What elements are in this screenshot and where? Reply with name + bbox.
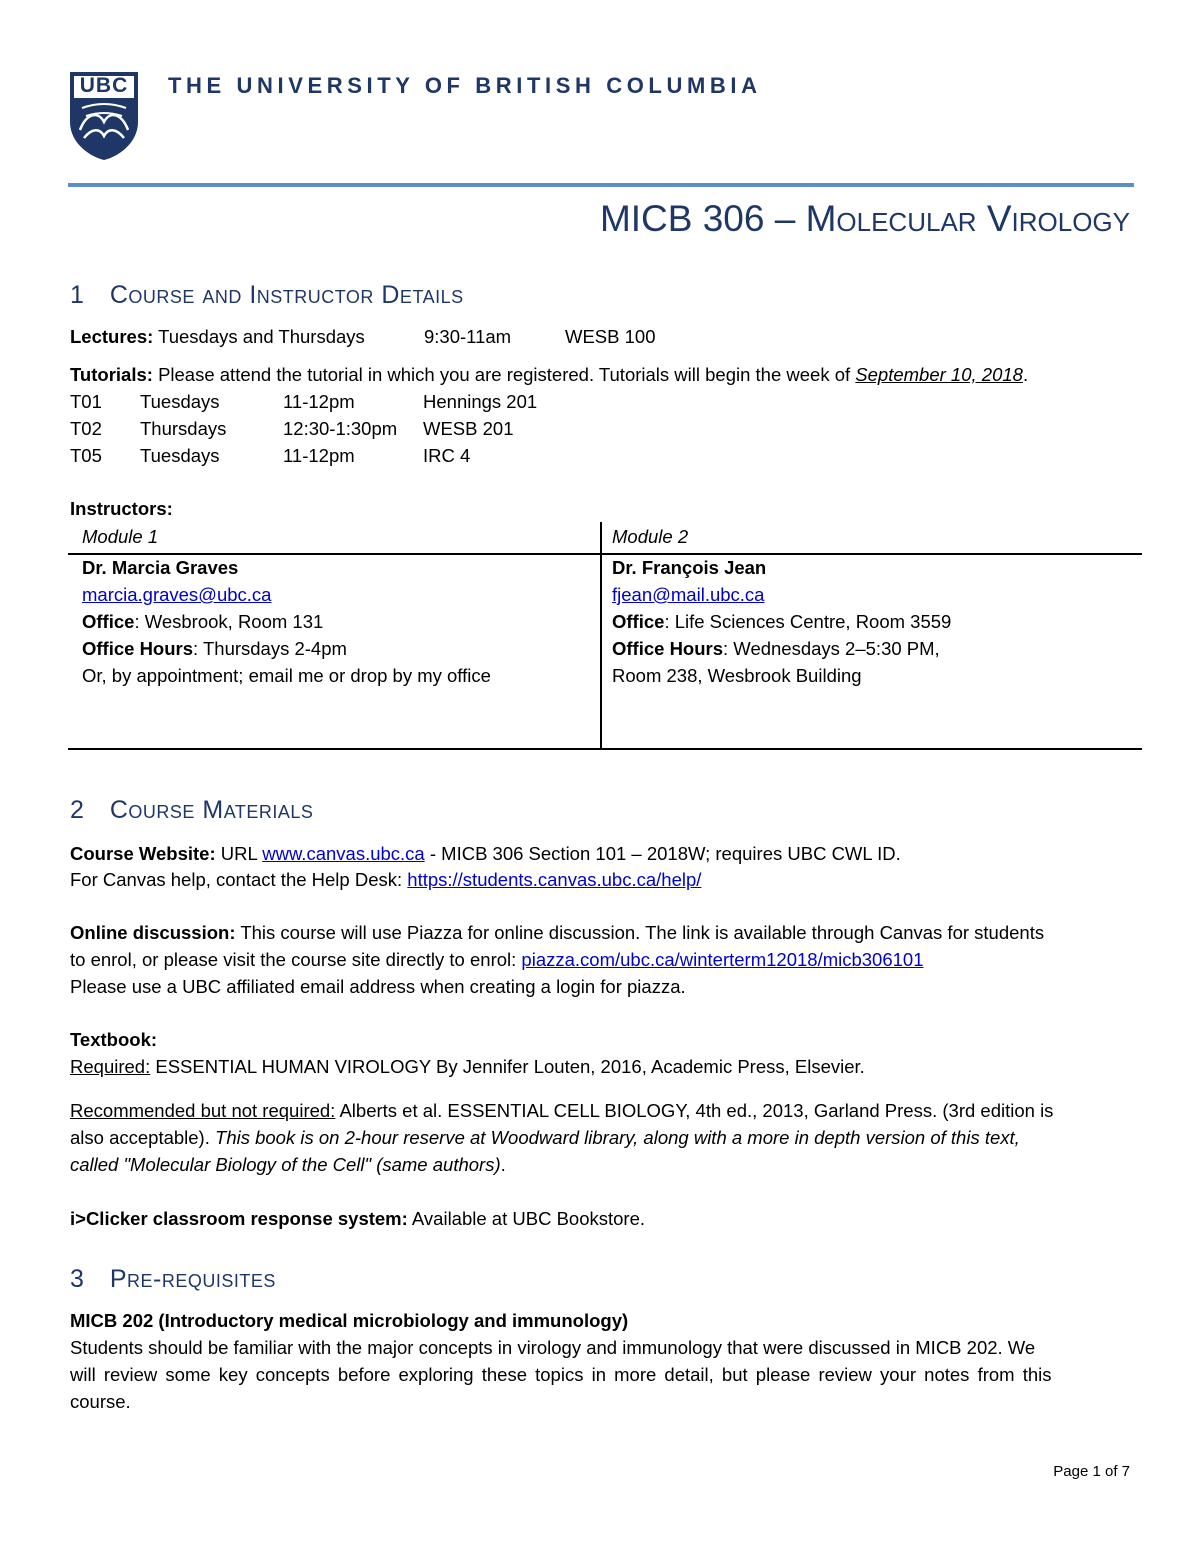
url-prefix: URL (220, 843, 258, 864)
instructors-label (70, 495, 173, 522)
canvas-help-line (70, 866, 701, 893)
piazza-link[interactable]: piazza.com/ubc.ca/winterterm12018/micb306101 (521, 949, 924, 970)
required-label: Required: (70, 1056, 151, 1077)
discussion-text: This course will use Piazza for online discussion. The link is available through Canvas for students (240, 922, 1045, 943)
clicker-text: Available at UBC Bookstore. (411, 1208, 646, 1229)
lectures-days: Tuesdays and Thursdays (158, 326, 365, 347)
tutorial-day: Tuesdays (140, 391, 220, 412)
prereq-text-1: Students should be familiar with the major concepts in virology and immunology that were discussed in MICB 202. We (70, 1337, 1036, 1358)
prereq-course (70, 1307, 628, 1334)
tutorial-day: Thursdays (140, 418, 227, 439)
recommended-line-2 (70, 1124, 1020, 1151)
tutorial-time: 11-12pm (283, 445, 355, 466)
section-1-heading (70, 281, 464, 310)
table-vertical-divider (600, 522, 602, 750)
instructor-email-link[interactable]: fjean@mail.ubc.ca (612, 584, 765, 605)
required-textbook: ESSENTIAL HUMAN VIROLOGY By Jennifer Louten, 2016, Academic Press, Elsevier. (155, 1056, 865, 1077)
clicker-line (70, 1205, 645, 1232)
required-textbook-line (70, 1053, 865, 1080)
module-2-header: Module 2 (612, 526, 689, 547)
page-title: MICB 306 – Molecular Virology (599, 198, 1130, 239)
tutorials-label: Tutorials: (70, 364, 153, 385)
textbook-label (70, 1026, 157, 1053)
module-1-header: Module 1 (82, 526, 159, 547)
discussion-line-1 (70, 919, 1044, 946)
prereq-text-2: will review some key concepts before exploring these topics in more detail, but please review your notes from this (70, 1364, 1052, 1385)
tutorial-room: WESB 201 (423, 418, 514, 439)
textbook-label-text: Textbook: (70, 1029, 158, 1050)
section-title: Course Materials (109, 796, 314, 824)
instructor-table (68, 522, 1142, 752)
tutorials-line: Tutorials: Please attend the tutorial in which you are registered. Tutorials will begin the week of September 10, 2018. (70, 364, 1029, 385)
tutorials-text: Please attend the tutorial in which you are registered. Tutorials will begin the week of (158, 364, 851, 385)
recommended-text: Alberts et al. ESSENTIAL CELL BIOLOGY, 4th ed., 2013, Garland Press. (3rd edition is (339, 1100, 1054, 1121)
tutorial-code: T05 (70, 445, 102, 466)
tutorial-day: Tuesdays (140, 445, 220, 466)
office-hours-location: Room 238, Wesbrook Building (612, 665, 862, 686)
logo-text: UBC (79, 74, 129, 97)
clicker-label: i>Clicker classroom response system: (70, 1208, 408, 1229)
office-label: Office (612, 611, 665, 632)
discussion-line-3: Please use a UBC affiliated email address when creating a login for piazza. (70, 976, 686, 997)
lectures-label: Lectures: (70, 326, 154, 347)
office-hours-value: : Wednesdays 2–5:30 PM, (723, 638, 940, 659)
sentence-end: . (500, 1154, 506, 1175)
section-number: 2 (70, 796, 85, 824)
tutorial-time: 11-12pm (283, 391, 355, 412)
lectures-line (70, 323, 365, 350)
recommended-text: also acceptable). (70, 1127, 210, 1148)
canvas-help-text: For Canvas help, contact the Help Desk: (70, 869, 403, 890)
recommended-label: Recommended but not required: (70, 1100, 336, 1121)
reserve-note: This book is on 2-hour reserve at Woodward library, along with a more in depth version of this text, (215, 1127, 1020, 1148)
section-number: 1 (70, 281, 85, 309)
course-website-label: Course Website: (70, 843, 216, 864)
lectures-time: 9:30-11am (424, 326, 512, 347)
recommended-line-3 (70, 1151, 506, 1178)
office-hours-label: Office Hours (82, 638, 194, 659)
ubc-logo (68, 70, 140, 162)
page-number: Page 1 of 7 (1053, 1463, 1130, 1480)
section-3-heading (70, 1265, 276, 1294)
instructors-label-text: Instructors: (70, 498, 173, 519)
tutorial-time: 12:30-1:30pm (283, 418, 398, 439)
office-value: : Life Sciences Centre, Room 3559 (664, 611, 952, 632)
tutorial-room: Hennings 201 (423, 391, 538, 412)
tutorial-code: T02 (70, 418, 102, 439)
lectures-room: WESB 100 (565, 326, 656, 347)
instructor-name: Dr. Marcia Graves (82, 557, 239, 578)
section-number: 3 (70, 1265, 85, 1293)
tutorial-code: T01 (70, 391, 102, 412)
course-website-line (70, 840, 901, 867)
discussion-line-2 (70, 946, 924, 973)
section-title: Course and Instructor Details (109, 281, 464, 309)
discussion-label: Online discussion: (70, 922, 236, 943)
recommended-line-1 (70, 1097, 1053, 1124)
appointment-note: Or, by appointment; email me or drop by my office (82, 665, 491, 686)
prereq-text-3: course. (70, 1391, 131, 1412)
instructor-name: Dr. François Jean (612, 557, 767, 578)
course-website-detail: - MICB 306 Section 101 – 2018W; requires UBC CWL ID. (429, 843, 901, 864)
office-label: Office (82, 611, 135, 632)
office-hours-value: : Thursdays 2-4pm (193, 638, 347, 659)
office-value: : Wesbrook, Room 131 (134, 611, 324, 632)
table-bottom-rule (68, 748, 1142, 750)
tutorials-date: September 10, 2018 (855, 364, 1023, 385)
canvas-help-link[interactable]: https://students.canvas.ubc.ca/help/ (407, 869, 702, 890)
university-name: THE UNIVERSITY OF BRITISH COLUMBIA (168, 73, 762, 98)
discussion-text: to enrol, or please visit the course site directly to enrol: (70, 949, 517, 970)
tutorial-room: IRC 4 (423, 445, 471, 466)
section-2-heading (70, 796, 313, 825)
prereq-course-title: MICB 202 (Introductory medical microbiology and immunology) (70, 1310, 629, 1331)
reserve-note: called "Molecular Biology of the Cell" (same authors) (70, 1154, 501, 1175)
header-rule (68, 183, 1134, 187)
canvas-link[interactable]: www.canvas.ubc.ca (262, 843, 425, 864)
office-hours-label: Office Hours (612, 638, 724, 659)
section-title: Pre-requisites (109, 1265, 276, 1293)
instructor-email-link[interactable]: marcia.graves@ubc.ca (82, 584, 272, 605)
